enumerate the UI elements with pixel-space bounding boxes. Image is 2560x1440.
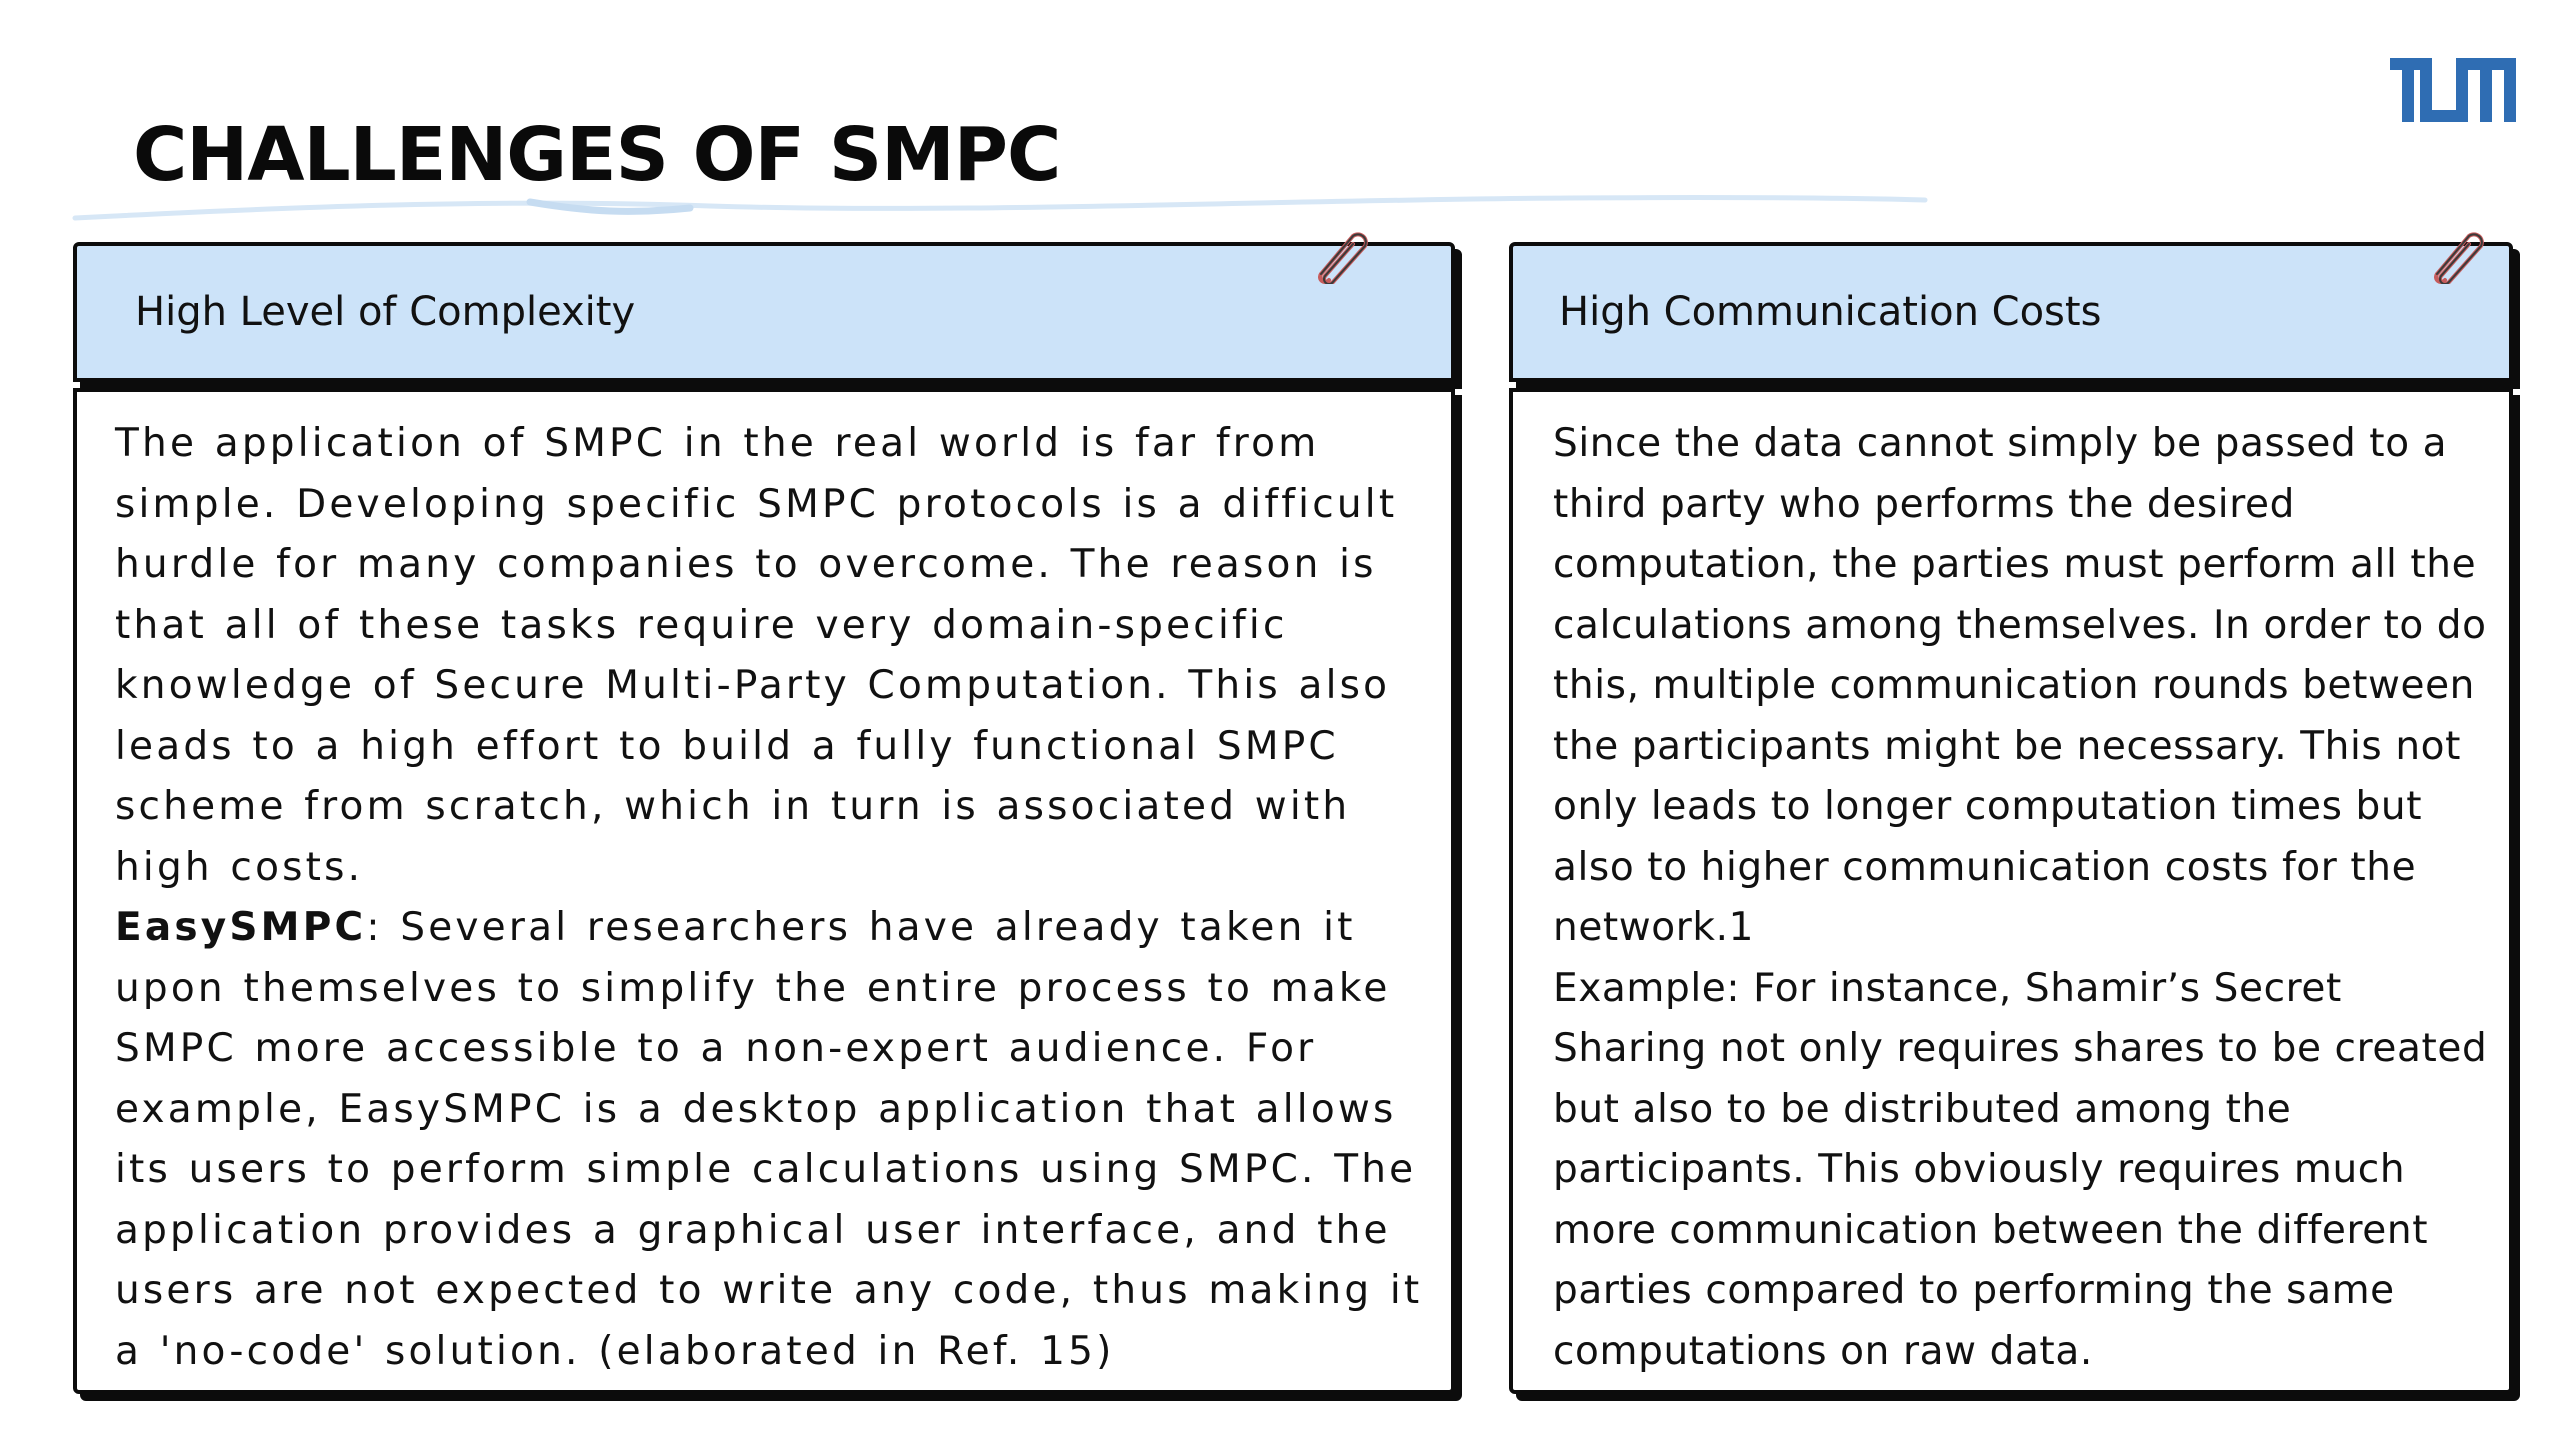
card-header xyxy=(1509,242,2513,382)
tum-logo-mark xyxy=(2390,58,2516,122)
card-complexity xyxy=(73,242,1455,1394)
card-communication xyxy=(1509,242,2513,1394)
communication-paragraph: Since the data cannot simply be passed to a third party who performs the desired computation, the parties must perform all the calculations among themselves. In order to do this, multiple communication rounds between the participants might be necessary. This not only leads to longer computation times but also to higher communication costs for the network.1 xyxy=(1553,421,2487,950)
paperclip-icon xyxy=(1307,222,1369,284)
card-heading: High Level of Complexity xyxy=(135,289,636,335)
complexity-paragraph: The application of SMPC in the real world is far from simple. Developing specific SMPC protocols is a difficult hurdle for many companies to overcome. The reason is that all of these tasks require very domain-specific knowledge of Secure Multi-Party Computation. This also leads to a high effort to build a fully functional SMPC scheme from scratch, which in turn is associated with high costs. xyxy=(115,421,1398,890)
page-title: CHALLENGES OF SMPC xyxy=(133,112,1061,198)
card-header xyxy=(73,242,1455,382)
card-body xyxy=(73,388,1455,1394)
brush-underline xyxy=(70,186,1930,226)
easysmpc-label: EasySMPC xyxy=(115,905,367,950)
card-text xyxy=(115,414,1427,1382)
card-body xyxy=(1509,388,2513,1394)
easysmpc-text: : Several researchers have already taken it upon themselves to simplify the entire process to make SMPC more accessible to a non-expert audience. For example, EasySMPC is a desktop application that allows its users to perform simple calculations using SMPC. The application provides a graphical user interface, and the users are not expected to write any code, thus making it a 'no-code' solution. (elaborated in Ref. 15) xyxy=(115,905,1423,1374)
card-text xyxy=(1553,414,2493,1382)
paperclip-icon xyxy=(2423,222,2485,284)
easysmpc-paragraph xyxy=(115,898,1427,1382)
card-heading: High Communication Costs xyxy=(1559,289,2102,335)
shamir-example-paragraph: Example: For instance, Shamir’s Secret Sharing not only requires shares to be created but also to be distributed among the participants. This obviously requires much more communication between the different parties compared to performing the same computations on raw data. xyxy=(1553,965,2488,1374)
tum-logo xyxy=(2390,58,2516,122)
